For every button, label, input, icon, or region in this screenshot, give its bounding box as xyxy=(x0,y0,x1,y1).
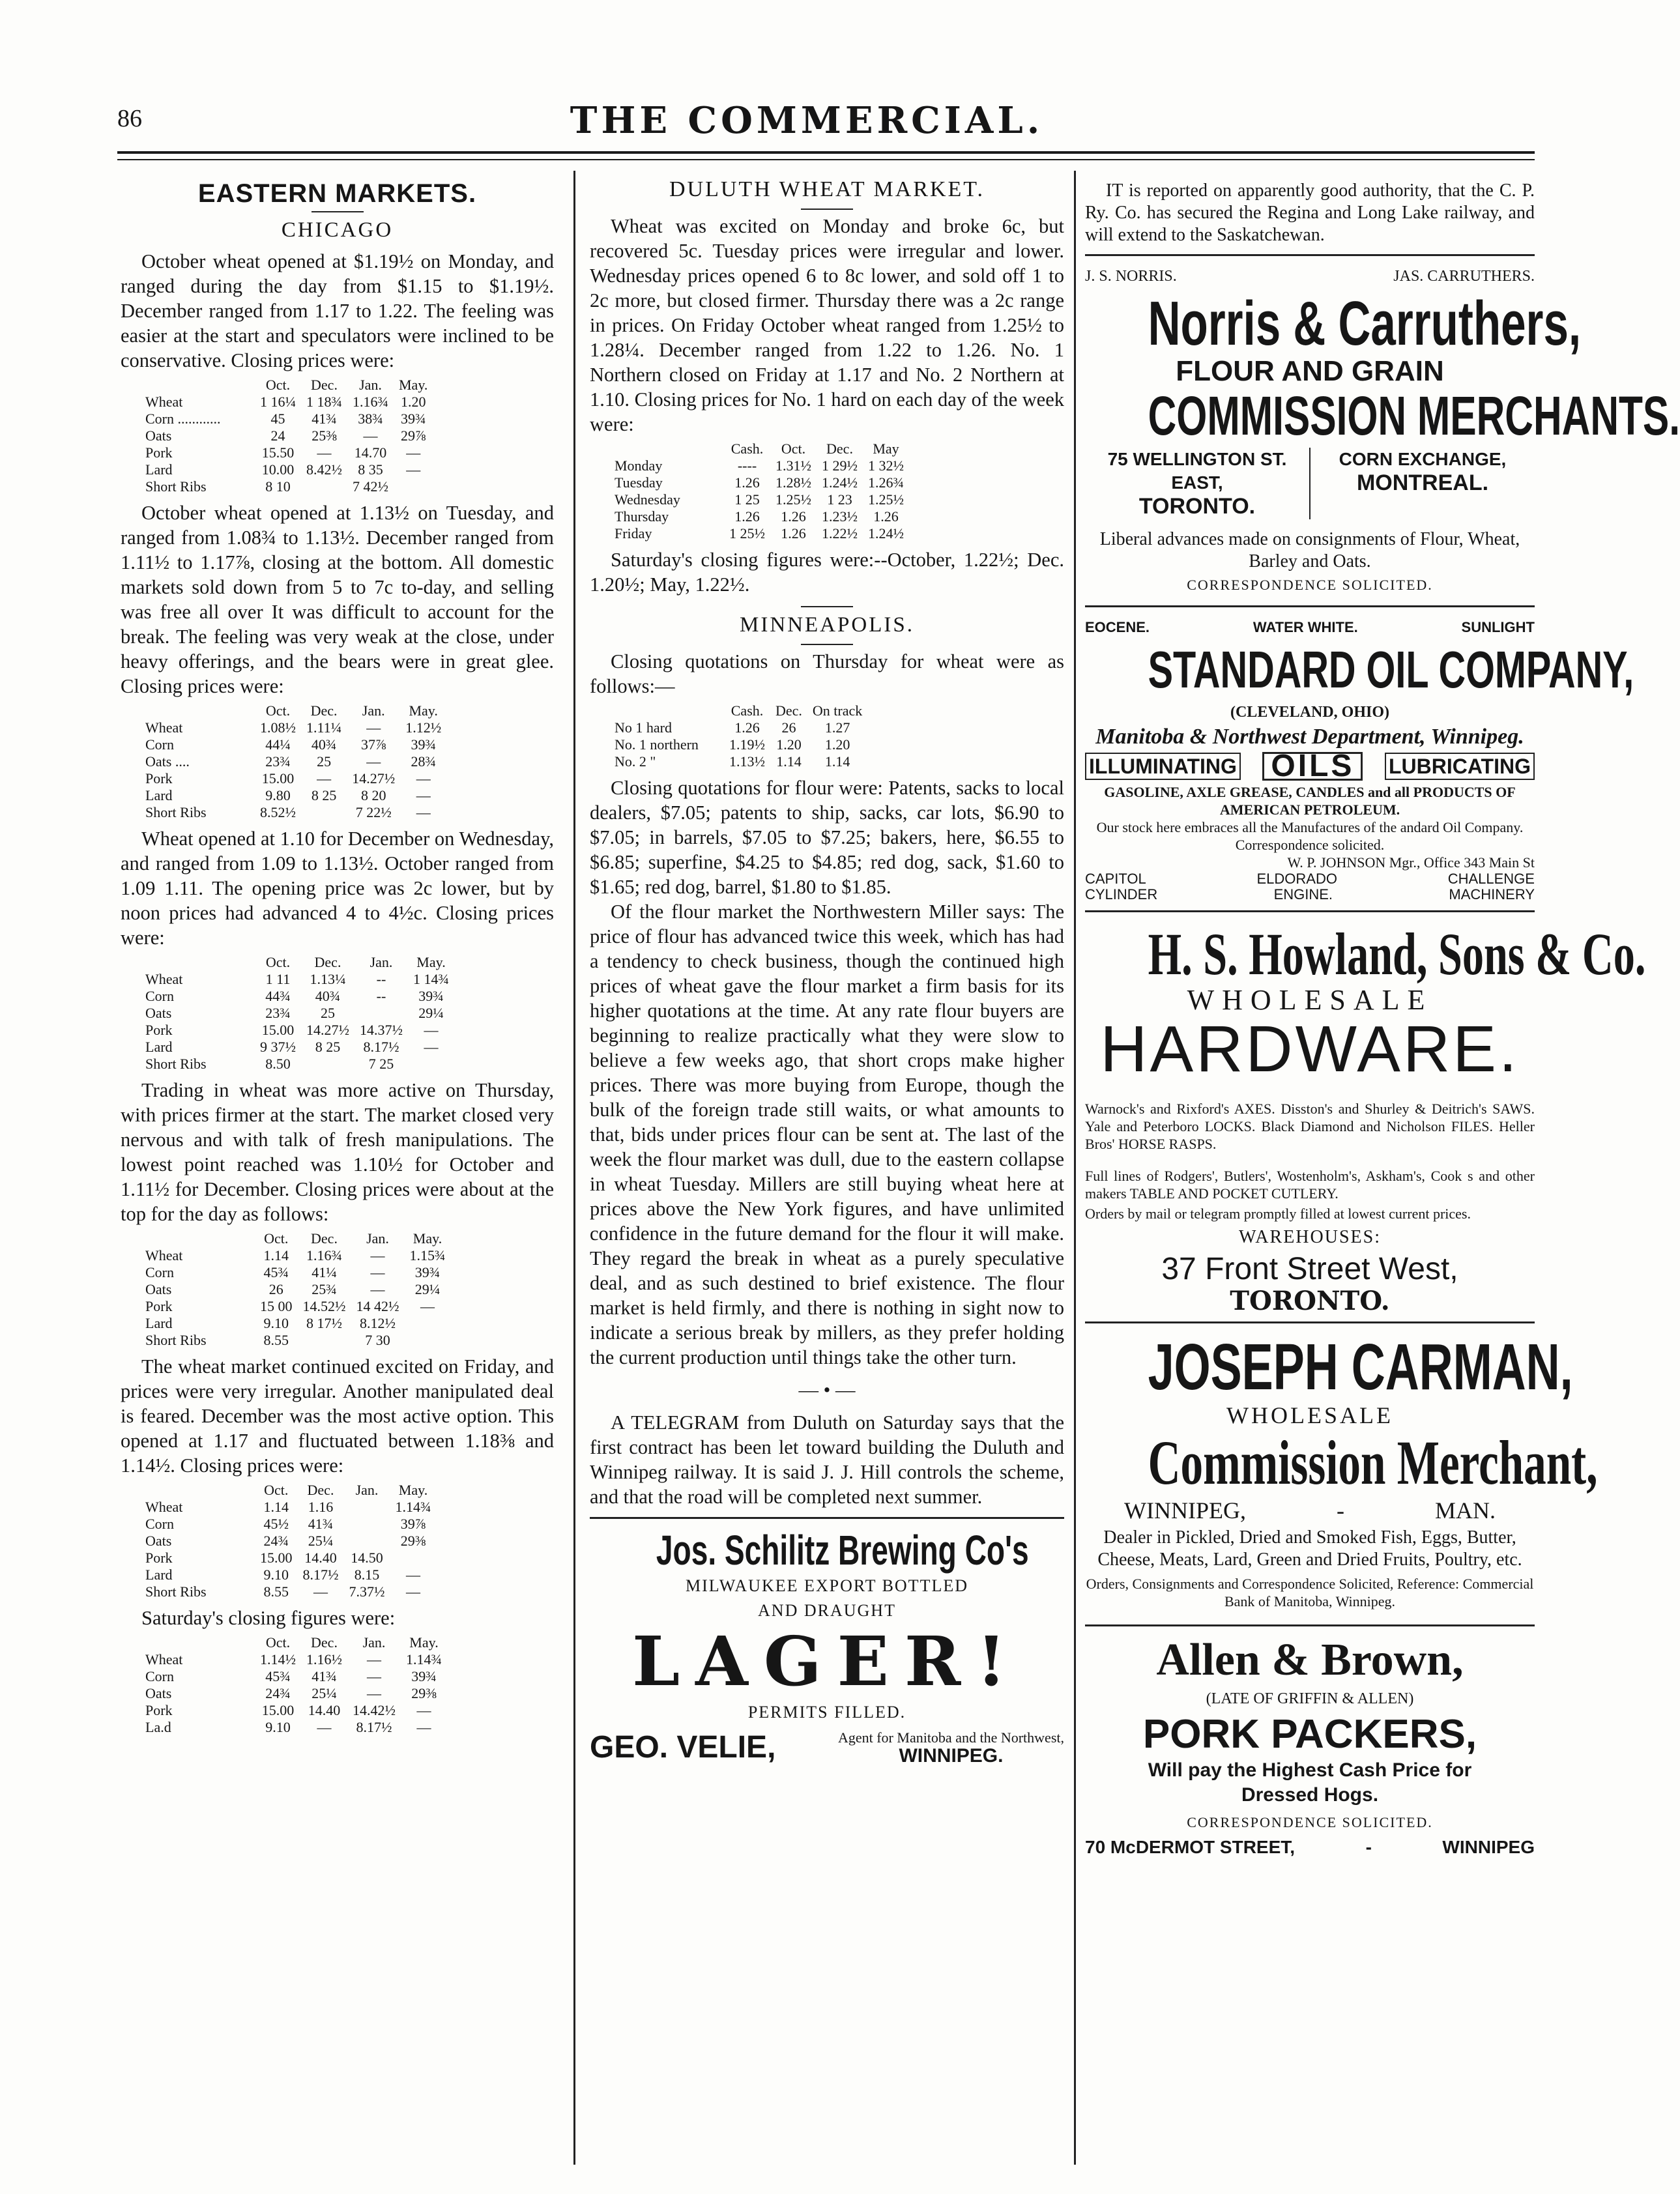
text: AND DRAUGHT xyxy=(758,1601,896,1620)
table-row: Pork 15 00 14.52½ 14 42½ — xyxy=(145,1298,435,1314)
text: WINNIPEG xyxy=(1442,1837,1535,1857)
text: Dealer in Pickled, Dried and Smoked Fish, Eggs, Butter, Cheese, Meats, Lard, Green and Dried Fruits, Poultry, etc. xyxy=(1097,1527,1522,1570)
table-row: La.d 9.10 — 8.17½ — xyxy=(145,1719,431,1735)
price-table: Oct. Dec. Jan. May. Wheat 1 11 1.13¼ -- 1 14¾ Corn 44¾ 40¾ -- 39¾ Oats 23¾ 25 29¼ Pork 15.00 14.27½ 14.37½ — Lard 9 37½ 8 25 8.17½ — Short Ribs 8.50 7 25 xyxy=(140,954,454,1073)
text: JAS. CARRUTHERS. xyxy=(1393,268,1535,285)
text: W. P. JOHNSON Mgr., Office 343 Main St xyxy=(1287,854,1535,871)
masthead: THE COMMERCIAL. xyxy=(570,99,1044,142)
text: J. S. NORRIS. xyxy=(1085,268,1177,285)
price-table: Oct. Dec. Jan. May. Wheat 1.14½ 1.16½ — 1.14¾ Corn 45¾ 41¾ — 39¾ Oats 24¾ 25¼ — 29⅜ Pork 15.00 14.40 14.42½ — La.d 9.10 — 8.17½ — xyxy=(140,1634,447,1736)
text: Will pay the Highest Cash Price for xyxy=(1148,1759,1472,1781)
text: WATER WHITE. xyxy=(1253,619,1358,635)
text: Norris & Carruthers, xyxy=(1148,289,1582,358)
text: Our stock here embraces all the Manufactures of the andard Oil Company. Correspondence solicited. xyxy=(1096,819,1524,853)
paragraph: A TELEGRAM from Duluth on Saturday says that the first contract has been let toward building the Duluth and Winnipeg railway. It is said J. J. Hill controls the scheme, and that the road will be completed next summer. xyxy=(590,1411,1064,1508)
text: 70 McDERMOT STREET, xyxy=(1085,1837,1296,1857)
paragraph: Closing quotations for flour were: Patents, sacks to local dealers, $7.05; patents to ship, sacks, car lots, $6.90 to $7.05; in barrels, $7.05 to $7.25; bakers, here, $6.55 to $6.85; superfine, $4.25 to $4.85; red dog, sack, $1.60 to $1.65; red dog, barrel, $1.80 to $1.85. xyxy=(590,777,1064,898)
table-row: Corn 44¾ 40¾ -- 39¾ xyxy=(145,988,444,1004)
text: PERMITS FILLED. xyxy=(747,1703,906,1722)
text: LUBRICATING xyxy=(1385,753,1535,780)
text: GEO. VELIE, xyxy=(590,1730,776,1765)
text: WINNIPEG. xyxy=(899,1745,1004,1767)
table-row: Wednesday 1 25 1.25½ 1 23 1.25½ xyxy=(615,491,904,508)
text: 75 WELLINGTON ST. EAST, xyxy=(1107,449,1287,493)
table-row: Wheat 1.14½ 1.16½ — 1.14¾ xyxy=(145,1651,442,1667)
paragraph: Of the flour market the Northwestern Miller says: The price of flour has advanced twice this week, which has had a tendency to check business, though the continued high prices of wheat gave the flour market a firm basis for its higher quotations at the time. At any rate flour buyers are beginning to realize practically what they were slow to believe a few weeks ago, that short crops make higher prices. There was more buying from Europe, though the bulk of the foreign trade still waits, or what amounts to that, bids under prices flour can be sent at. The last of the week the flour market was dull, due to the eastern collapse in wheat Tuesday. Millers are still buying wheat here at prices above the New York figures, and have unlimited confidence in the future demand for the flour it will make. They regard the break in wheat as a purely speculative deal, and as such destined to brief existence. The flour market is held firmly, and there is nothing in sight now to indicate a serious break by millers, as they prefer holding the current production until things take the other turn. xyxy=(590,901,1064,1368)
text: CORN EXCHANGE, xyxy=(1339,449,1507,469)
table-row: Short Ribs 8.50 7 25 xyxy=(145,1056,394,1072)
text: ILLUMINATING xyxy=(1085,753,1241,780)
table-row: Oats 26 25¾ — 29¼ xyxy=(145,1281,441,1297)
table-row: Friday 1 25½ 1.26 1.22½ 1.24½ xyxy=(615,525,904,541)
text: Orders, Consignments and Correspondence Solicited, Reference: Commercial Bank of Manitoba, Winnipeg. xyxy=(1086,1576,1534,1609)
text: Agent for Manitoba and the Northwest, xyxy=(837,1729,1064,1746)
table-row: Corn 45½ 41¾ 39⅞ xyxy=(145,1516,426,1532)
table-row: Short Ribs 8.55 7 30 xyxy=(145,1332,390,1348)
table-row: Wheat 1 16¼ 1 18¾ 1.16¾ 1.20 xyxy=(145,394,426,410)
paragraph: IT is reported on apparently good authority, that the C. P. Ry. Co. has secured the Regina and Long Lake railway, and will extend to the Saskatchewan. xyxy=(1085,180,1535,245)
section-heading: EASTERN MARKETS. xyxy=(197,179,477,208)
text: MILWAUKEE EXPORT BOTTLED xyxy=(686,1576,968,1595)
text: MACHINERY xyxy=(1449,886,1535,902)
text: (LATE OF GRIFFIN & ALLEN) xyxy=(1206,1690,1414,1707)
eastern-markets-column xyxy=(121,171,554,1741)
oils-logo: OILS xyxy=(1262,752,1363,781)
table-row: Pork 15.50 — 14.70 — xyxy=(145,444,421,461)
paragraph: Saturday's closing figures were:--October, 1.22½; Dec. 1.20½; May, 1.22½. xyxy=(590,549,1064,596)
text: COMMISSION MERCHANTS. xyxy=(1148,385,1680,446)
text: WAREHOUSES: xyxy=(1238,1227,1381,1247)
table-row: Lard 10.00 8.42½ 8 35 — xyxy=(145,461,421,478)
text: WINNIPEG, xyxy=(1124,1497,1246,1523)
paragraph: October wheat opened at 1.13½ on Tuesday, and ranged from 1.08¾ to 1.13½. December ranged from 1.11½ to 1.17⅞, closing at the bottom. All domestic markets sold down from 5 to 7c to-day, and selling was free all over It was difficult to account for the break. The feeling was very weak at the close, under heavy offerings, and the bears were in great glee. Closing prices were: xyxy=(121,502,554,697)
text: WHOLESALE xyxy=(1187,984,1433,1016)
text: Liberal advances made on consignments of Flour, Wheat, Barley and Oats. xyxy=(1099,529,1520,571)
text: STANDARD OIL COMPANY, xyxy=(1148,641,1634,699)
text: Manitoba & Northwest Department, Winnipeg. xyxy=(1095,725,1524,749)
text: ELDORADO xyxy=(1256,871,1337,887)
price-table: Oct. Dec. Jan. May. Wheat 1.14 1.16 1.14¾ Corn 45½ 41¾ 39⅞ Oats 24¾ 25¼ 29⅜ Pork 15.00 14.40 14.50 Lard 9.10 8.17½ 8.15 — Short Ribs 8.55 — 7.37½ — xyxy=(140,1482,437,1600)
text: SUNLIGHT xyxy=(1461,619,1535,635)
column-divider xyxy=(573,171,575,2165)
text: Dressed Hogs. xyxy=(1241,1784,1379,1806)
paragraph: Wheat opened at 1.10 for December on Wednesday, and ranged from 1.09 to 1.13½. October ranged from 1.09 1.11. The opening price was 2c lower, but by noon prices had advanced 4 to 4½c. Closing prices were: xyxy=(121,828,554,949)
text: (CLEVELAND, OHIO) xyxy=(1230,704,1390,721)
advertisements-column xyxy=(1085,171,1680,1860)
text: CYLINDER xyxy=(1085,886,1158,902)
text: JOSEPH CARMAN, xyxy=(1148,1331,1573,1404)
text: CORRESPONDENCE SOLICITED. xyxy=(1187,577,1433,593)
text: CORRESPONDENCE SOLICITED. xyxy=(1187,1814,1433,1830)
text: Commission Merchant, xyxy=(1148,1428,1598,1497)
paragraph: Closing quotations on Thursday for wheat were as follows:— xyxy=(590,650,1064,697)
subheading: MINNEAPOLIS. xyxy=(740,613,914,637)
table-row: Tuesday 1.26 1.28½ 1.24½ 1.26¾ xyxy=(615,474,904,491)
table-row: Oats 24¾ 25¼ 29⅜ xyxy=(145,1533,426,1549)
carman-advert xyxy=(1085,1331,1598,1610)
text: LAGER! xyxy=(632,1621,1022,1701)
text: Orders by mail or telegram promptly filled at lowest current prices. xyxy=(1085,1205,1471,1222)
table-row: Pork 15.00 — 14.27½ — xyxy=(145,770,431,787)
text: Warnock's and Rixford's AXES. Disston's and Shurley & Deitrich's SAWS. Yale and Peterboro LOCKS. Black Diamond and Nicholson FILES. Heller Bros' HORSE RASPS. xyxy=(1085,1101,1535,1152)
price-table: Cash. Dec. On track No 1 hard 1.26 26 1.27 No. 1 northern 1.19½ 1.20 1.20 No. 2 " 1.13½ 1.14 1.14 xyxy=(609,702,867,770)
table-row: Pork 15.00 14.40 14.42½ — xyxy=(145,1702,431,1718)
text: Jos. Schilitz Brewing Co's xyxy=(656,1527,1029,1574)
table-row: Short Ribs 8.52½ 7 22½ — xyxy=(145,804,431,820)
table-row: Lard 9.80 8 25 8 20 — xyxy=(145,787,431,803)
allen-brown-advert xyxy=(1085,1634,1535,1860)
table-row: Corn 45¾ 41¾ — 39¾ xyxy=(145,1668,437,1684)
table-row: Corn ............ 45 41¾ 38¾ 39¾ xyxy=(145,411,426,427)
text: EOCENE. xyxy=(1085,619,1150,635)
text: CAPITOL xyxy=(1085,871,1146,887)
table-row: Lard 9.10 8.17½ 8.15 — xyxy=(145,1566,420,1583)
text: Allen & Brown, xyxy=(1156,1635,1464,1685)
norris-carruthers-advert xyxy=(1085,264,1680,598)
table-row: Oats 23¾ 25 29¼ xyxy=(145,1005,444,1021)
duluth-column: DULUTH WHEAT MARKET. Wheat was excited on Monday and broke 6c, but recovered 5c. Tuesday prices were irregular and lower. Wednesday prices opened 6 to 8c lower, and sold off 1 to 2c more, but closed firmer. Thursday there was a 2c range in prices. On Friday October wheat ranged from 1.25½ to 1.28¼. December ranged from 1.22 to 1.26. No. 1 Northern closed on Friday at 1.17 and No. 2 Northern at 1.10. Closing prices for No. 1 hard on each day of the week were: Cash. Oct. Dec. May Monday ---- 1.31½ 1 29½ 1 32½ Tuesday 1.26 1.28½ 1.24½ 1.26¾ Wednesday 1 25 1.25½ 1 23 1.25½ Thursday 1.26 1.26 1.23½ 1.26 Friday 1 25½ 1.26 1.22½ 1.24½ Saturday's closing figures were:--October, 1.22½; Dec. 1.20½; May, 1.22½. MINNEAPOLIS. Closing quotations on Thursday for wheat were as follows:— Cash. Dec. On track No 1 hard 1.26 26 1.27 No. 1 northern 1.19½ 1.20 1.20 No. 2 " 1.13½ 1.14 1.14 Closing quotations for flour were: Patents, sacks to local dealers, $7.05; patents to ship, sacks, car lots, $6.90 to $7.05; in barrels, $7.05 to $7.25; bakers, here, $6.55 to $6.85; superfine, $4.25 to $4.85; red dog, sack, $1.60 to $1.65; red dog, barrel, $1.80 to $1.85. Of the flour market the Northwestern Miller says: The price of flour has advanced twice this week, which has had a tendency to check business, though the continued high prices of wheat gave the flour market a firm basis for its higher quotations at the time. At any rate flour buyers are beginning to realize practically what they were slow to believe a few weeks ago, that short crops make higher prices. There was more buying from Europe, though the bulk of the foreign trade still waits, or what amounts to that, bids under prices flour can be sent at. The last of the week the flour market was dull, due to the eastern collapse in wheat Tuesday. Millers are still buying wheat here at prices above the New York figures, and have unlimited confidence in the future demand for the flour it will make. They regard the break in wheat as a purely speculative deal, and as such destined to brief existence. The flour market is held firmly, and there is nothing in sight now to indicate a serious break by millers, as they prefer holding the current production until things take the other turn. — • — A TELEGRAM from Duluth on Saturday says that the first contract has been let toward building the Duluth and Winnipeg railway. It is said J. J. Hill controls the scheme, and that the road will be completed next summer. Jos. Schilitz Brewing Co's MILWAUKEE EXPORT BOTTLED AND DRAUGHT LAGER! PERMITS FILLED. GEO. VELIE, Agent for Manitoba and the Northwest, WINNIPEG. xyxy=(590,177,1064,1767)
text: MONTREAL. xyxy=(1356,470,1489,495)
table-row: Oats 24¾ 25¼ — 29⅜ xyxy=(145,1685,437,1701)
howland-advert xyxy=(1085,920,1646,1316)
header-rule-thin xyxy=(117,159,1535,160)
column-divider xyxy=(1074,171,1076,2165)
text: CHALLENGE xyxy=(1447,871,1535,887)
text: - xyxy=(1365,1837,1372,1857)
table-row: Lard 9.10 8 17½ 8.12½ xyxy=(145,1315,396,1331)
text: GASOLINE, AXLE GREASE, CANDLES and all PRODUCTS OF AMERICAN PETROLEUM. xyxy=(1104,784,1516,818)
table-row: No. 1 northern 1.19½ 1.20 1.20 xyxy=(615,736,850,753)
table-row: Wheat 1 11 1.13¼ -- 1 14¾ xyxy=(145,971,449,987)
table-row: Short Ribs 8.55 — 7.37½ — xyxy=(145,1583,420,1600)
paragraph: Wheat was excited on Monday and broke 6c, but recovered 5c. Tuesday prices were irregular and lower. Wednesday prices opened 6 to 8c lower, and sold off 1 to 2c more, but closed firmer. Thursday there was a 2c range in prices. On Friday October wheat ranged from 1.25½ to 1.28¼. December ranged from 1.22 to 1.26. No. 1 Northern closed on Friday at 1.17 and No. 2 Northern at 1.10. Closing prices for No. 1 hard on each day of the week were: xyxy=(590,215,1064,435)
schlitz-advert xyxy=(590,1527,1064,1767)
text: WHOLESALE xyxy=(1226,1402,1393,1428)
price-table: Cash. Oct. Dec. May Monday ---- 1.31½ 1 29½ 1 32½ Tuesday 1.26 1.28½ 1.24½ 1.26¾ Wednesday 1 25 1.25½ 1 23 1.25½ Thursday 1.26 1.26 1.23½ 1.26 Friday 1 25½ 1.26 1.22½ 1.24½ xyxy=(609,440,909,542)
table-row: Pork 15.00 14.40 14.50 xyxy=(145,1550,383,1566)
text: - xyxy=(1336,1497,1344,1523)
price-table: Oct. Dec. Jan. May. Wheat 1 16¼ 1 18¾ 1.16¾ 1.20 Corn ............ 45 41¾ 38¾ 39¾ Oats 24 25⅜ — 29⅞ Pork 15.50 — 14.70 — Lard 10.00 8.42½ 8 35 — Short Ribs 8 10 7 42½ xyxy=(140,377,433,495)
table-row: Thursday 1.26 1.26 1.23½ 1.26 xyxy=(615,508,899,525)
section-heading: DULUTH WHEAT MARKET. xyxy=(669,177,985,201)
text: Full lines of Rodgers', Butlers', Wostenholm's, Askham's, Cook s and other makers TABLE AND POCKET CUTLERY. xyxy=(1085,1168,1535,1202)
table-row: Wheat 1.14 1.16 1.14¾ xyxy=(145,1499,431,1515)
table-row: Lard 9 37½ 8 25 8.17½ — xyxy=(145,1039,439,1055)
text: FLOUR AND GRAIN xyxy=(1176,355,1444,387)
text: HARDWARE. xyxy=(1100,1013,1520,1086)
table-row: Oats 24 25⅜ — 29⅞ xyxy=(145,427,426,444)
text: TORONTO. xyxy=(1230,1286,1390,1316)
table-row: Corn 44¼ 40¾ 37⅞ 39¾ xyxy=(145,736,436,753)
paragraph: Saturday's closing figures were: xyxy=(141,1607,396,1629)
subheading: CHICAGO xyxy=(281,218,394,242)
standard-oil-advert xyxy=(1085,615,1634,902)
text: TORONTO. xyxy=(1138,494,1256,519)
paragraph: October wheat opened at $1.19½ on Monday, and ranged during the day from $1.15 to $1.19½. December ranged from 1.17 to 1.22. The feeling was easier at the start and speculators were inclined to be conservative. Closing prices were: xyxy=(121,250,554,371)
text: PORK PACKERS, xyxy=(1142,1712,1477,1757)
price-table: Oct. Dec. Jan. May. Wheat 1.14 1.16¾ — 1.15¾ Corn 45¾ 41¼ — 39¾ Oats 26 25¾ — 29¼ Pork 15 00 14.52½ 14 42½ — Lard 9.10 8 17½ 8.12½ Short Ribs 8.55 7 30 xyxy=(140,1230,451,1349)
text: H. S. Howland, Sons & Co. xyxy=(1148,921,1646,987)
price-table: Oct. Dec. Jan. May. Wheat 1.08½ 1.11¼ — 1.12½ Corn 44¼ 40¾ 37⅞ 39¾ Oats .... 23¾ 25 — 28¾ Pork 15.00 — 14.27½ — Lard 9.80 8 25 8 20 — Short Ribs 8.52½ 7 22½ — xyxy=(140,702,446,821)
table-row: Corn 45¾ 41¼ — 39¾ xyxy=(145,1264,441,1280)
paragraph: The wheat market continued excited on Friday, and prices were very irregular. Another manipulated deal is feared. December was the most active option. This opened at 1.17 and fluctuated between 1.18⅜ and 1.14½. Closing prices were: xyxy=(121,1355,554,1477)
table-row: No. 2 " 1.13½ 1.14 1.14 xyxy=(615,753,850,770)
table-row: Wheat 1.08½ 1.11¼ — 1.12½ xyxy=(145,719,442,736)
table-row: Monday ---- 1.31½ 1 29½ 1 32½ xyxy=(615,457,904,474)
table-row: Wheat 1.14 1.16¾ — 1.15¾ xyxy=(145,1247,446,1263)
text: ENGINE. xyxy=(1273,886,1333,902)
table-row: Pork 15.00 14.27½ 14.37½ — xyxy=(145,1022,439,1038)
page-number: 86 xyxy=(117,105,142,132)
table-row: Oats .... 23¾ 25 — 28¾ xyxy=(145,753,436,770)
paragraph: Trading in wheat was more active on Thursday, with prices firmer at the start. The market closed very nervous and with talk of fresh manipulations. The lowest point reached was 1.10½ for October and 1.11½ for December. Closing prices were about at the top for the day as follows: xyxy=(121,1079,554,1225)
table-row: Short Ribs 8 10 7 42½ xyxy=(145,478,388,495)
text: MAN. xyxy=(1434,1497,1496,1523)
table-row: No 1 hard 1.26 26 1.27 xyxy=(615,719,850,736)
header-rule xyxy=(117,151,1535,154)
text: 37 Front Street West, xyxy=(1161,1252,1458,1286)
